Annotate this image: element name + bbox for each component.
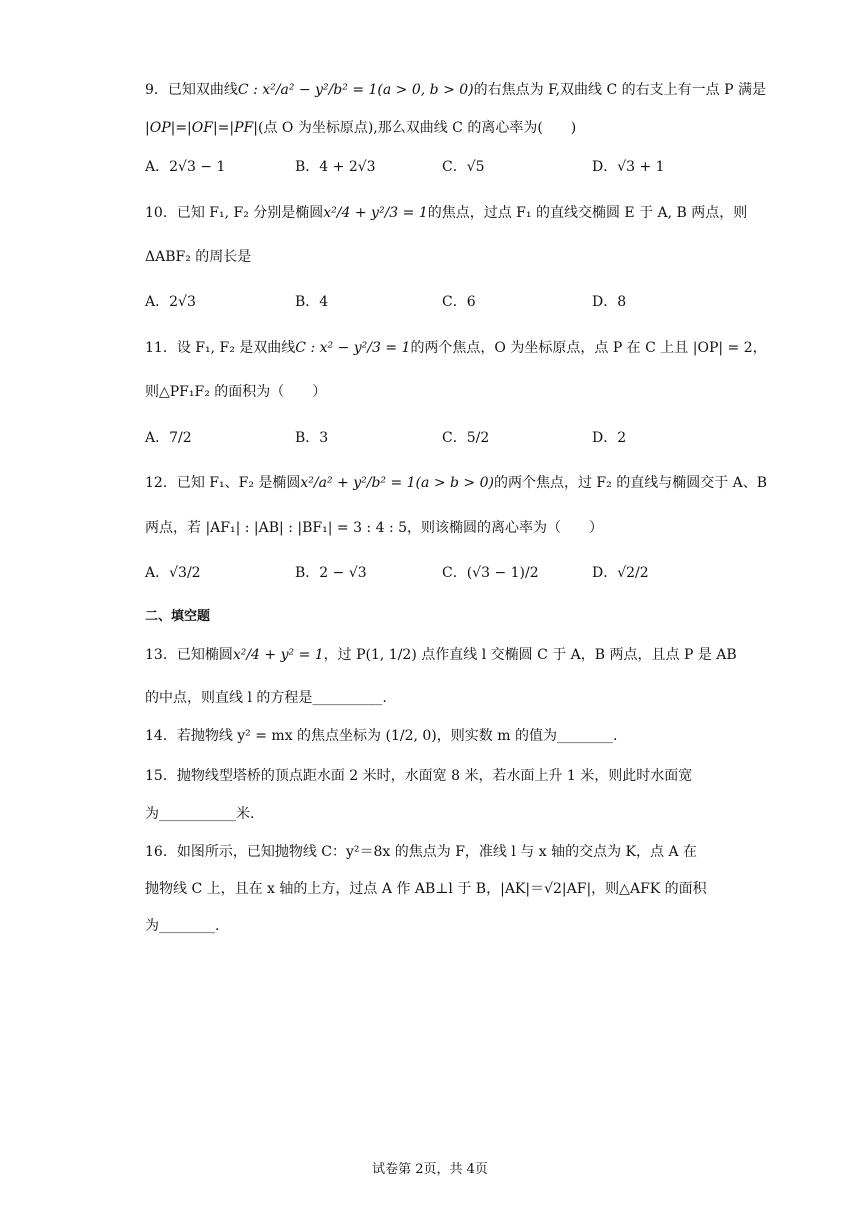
q12-line1 — [145, 473, 767, 493]
q9-options — [145, 157, 845, 197]
q9-line2 — [145, 118, 576, 138]
q11-text-b: 的两个焦点，O 为坐标原点，点 P 在 C 上且 |OP| = 2， — [410, 340, 767, 356]
q12-option-b[interactable]: B．2 − √3 — [295, 565, 367, 581]
q9-option-d[interactable]: D．√3 + 1 — [592, 159, 665, 175]
q13-text-a: 已知椭圆 — [176, 647, 233, 663]
section-fill-in-heading: 二、填空题 — [145, 609, 211, 624]
q10-line1 — [145, 203, 747, 223]
q11-number: 11． — [145, 340, 177, 356]
q13-number: 13． — [145, 647, 177, 663]
q12-text-b: 的两个焦点，过 F₂ 的直线与椭圆交于 A、B — [493, 475, 768, 491]
q11-equation: C : x² − y²/3 = 1 — [295, 340, 411, 356]
q9-number: 9． — [145, 82, 168, 98]
q10-number: 10． — [145, 205, 177, 221]
q9-option-a[interactable]: A．2√3 − 1 — [145, 159, 226, 175]
q12-option-c[interactable]: C．(√3 − 1)/2 — [442, 565, 539, 581]
q10-text-a: 已知 F₁, F₂ 分别是椭圆 — [176, 205, 324, 221]
q15-number: 15． — [145, 768, 177, 784]
q10-equation: x²/4 + y²/3 = 1 — [323, 205, 428, 221]
q12-text-a: 已知 F₁、F₂ 是椭圆 — [176, 475, 301, 491]
q16-text: 如图所示，已知抛物线 C：y²＝8x 的焦点为 F，准线 l 与 x 轴的交点为 K，点 A 在 — [176, 844, 698, 860]
q14-number: 14． — [145, 728, 177, 744]
q9-text-b: 的右焦点为 F,双曲线 C 的右支上有一点 P 满是 — [473, 82, 766, 98]
q11-option-c[interactable]: C．5/2 — [442, 430, 490, 446]
q12-option-a[interactable]: A．√3/2 — [145, 565, 201, 581]
q9-line1 — [145, 80, 766, 100]
q9-text-a: 已知双曲线 — [167, 82, 238, 98]
q11-options — [145, 428, 845, 468]
q10-line2: ΔABF₂ 的周长是 — [145, 249, 252, 265]
q9-condition: |OP|=|OF|=|PF| — [145, 120, 258, 136]
q11-option-a[interactable]: A．7/2 — [145, 430, 192, 446]
q13-text-b: ，过 P(1, 1/2) 点作直线 l 交椭圆 C 于 A，B 两点，且点 P 是 AB — [323, 647, 737, 663]
q10-options — [145, 292, 845, 332]
q10-text-b: 的焦点，过点 F₁ 的直线交椭圆 E 于 A, B 两点，则 — [427, 205, 748, 221]
q12-line2: 两点，若 |AF₁| : |AB| : |BF₁| = 3 : 4 : 5，则该椭圆的离心率为（ ） — [145, 520, 604, 536]
q15-line2[interactable]: 为___________米. — [145, 806, 255, 822]
q11-option-d[interactable]: D．2 — [592, 430, 627, 446]
q12-options — [145, 563, 845, 603]
q10-option-d[interactable]: D．8 — [592, 294, 627, 310]
q14-text: 若抛物线 y² = mx 的焦点坐标为 (1/2, 0)，则实数 m 的值为________. — [176, 728, 618, 744]
q10-option-a[interactable]: A．2√3 — [145, 294, 196, 310]
q10-option-c[interactable]: C．6 — [442, 294, 476, 310]
q13-line2[interactable]: 的中点，则直线 l 的方程是__________. — [145, 690, 387, 706]
q14-line[interactable] — [145, 726, 617, 746]
q10-option-b[interactable]: B．4 — [295, 294, 329, 310]
q13-equation: x²/4 + y² = 1 — [232, 647, 324, 663]
q12-number: 12． — [145, 475, 177, 491]
q15-text: 抛物线型塔桥的顶点距水面 2 米时，水面宽 8 米，若水面上升 1 米，则此时水面宽 — [176, 768, 693, 784]
q9-option-b[interactable]: B．4 + 2√3 — [295, 159, 376, 175]
page-footer: 试卷第 2页，共 4页 — [372, 1162, 488, 1177]
q16-line3[interactable]: 为________. — [145, 918, 220, 934]
q12-option-d[interactable]: D．√2/2 — [592, 565, 649, 581]
q12-equation: x²/a² + y²/b² = 1(a > b > 0) — [300, 475, 494, 491]
q11-line1 — [145, 338, 767, 358]
q13-line1 — [145, 645, 737, 665]
q9-equation: C : x²/a² − y²/b² = 1(a > 0, b > 0) — [237, 82, 474, 98]
q15-line1 — [145, 766, 692, 786]
q11-line2: 则△PF₁F₂ 的面积为（ ） — [145, 384, 327, 400]
q11-option-b[interactable]: B．3 — [295, 430, 329, 446]
q9-option-c[interactable]: C．√5 — [442, 159, 485, 175]
q11-text-a: 设 F₁, F₂ 是双曲线 — [176, 340, 296, 356]
q16-line1 — [145, 842, 697, 862]
q9-text-c: (点 O 为坐标原点),那么双曲线 C 的离心率为( ) — [257, 120, 577, 136]
q16-line2: 抛物线 C 上，且在 x 轴的上方，过点 A 作 AB⊥l 于 B，|AK|＝√2|AF|，则△AFK 的面积 — [145, 881, 707, 897]
q16-number: 16． — [145, 844, 177, 860]
